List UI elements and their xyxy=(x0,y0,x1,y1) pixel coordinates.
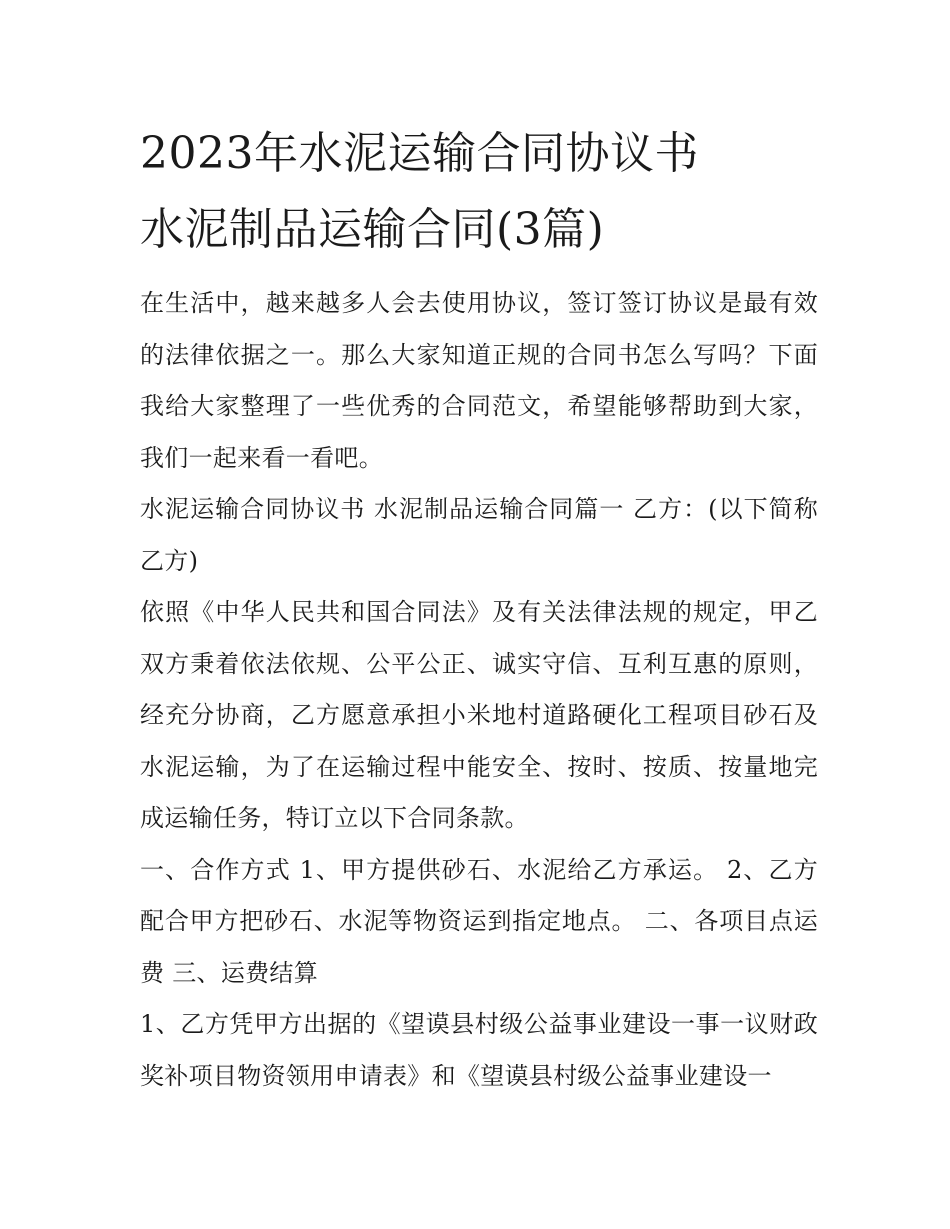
title-line-2: 水泥制品运输合同(3篇) xyxy=(140,204,605,255)
cooperation-paragraph: 一、合作方式 1、甲方提供砂石、水泥给乙方承运。 2、乙方配合甲方把砂石、水泥等物资运到指定地点。 二、各项目点运费 三、运费结算 xyxy=(140,855,818,987)
basis-paragraph: 依照《中华人民共和国合同法》及有关法律法规的规定，甲乙双方秉着依法依规、公平公正、诚实守信、互利互惠的原则，经充分协商，乙方愿意承担小米地村道路硬化工程项目砂石及水泥运输，为了在运输过程中能安全、按时、按质、按量地完成运输任务，特订立以下合同条款。 xyxy=(140,598,818,832)
section-heading-paragraph: 水泥运输合同协议书 水泥制品运输合同篇一 乙方：(以下简称乙方) xyxy=(140,495,818,575)
title-line-1: 2023年水泥运输合同协议书 xyxy=(140,128,699,179)
intro-paragraph: 在生活中，越来越多人会去使用协议，签订签订协议是最有效的法律依据之一。那么大家知道正规的合同书怎么写吗？下面我给大家整理了一些优秀的合同范文，希望能够帮助到大家，我们一起来看一看吧。 xyxy=(140,289,818,472)
settlement-paragraph: 1、乙方凭甲方出据的《望谟县村级公益事业建设一事一议财政奖补项目物资领用申请表》和《望谟县村级公益事业建设一 xyxy=(140,1010,818,1090)
document-body xyxy=(140,278,818,1102)
document-title xyxy=(140,116,830,268)
